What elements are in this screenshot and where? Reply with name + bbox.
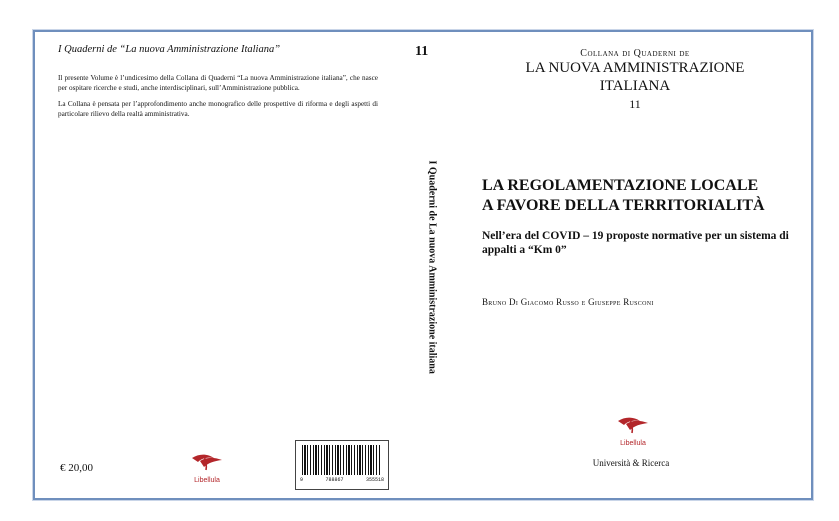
back-cover — [58, 44, 378, 125]
back-paragraph-2: La Collana è pensata per l’approfondimento anche monografico delle prospettive di riforma e degli aspetti di particolare rilievo della realtà amministrativa. — [58, 100, 378, 118]
barcode-digit-group-2: 355518 — [365, 477, 384, 483]
price: € 20,00 — [60, 462, 93, 474]
libellula-wordmark-back: Libellula — [194, 477, 220, 484]
publisher-imprint: Università & Ricerca — [592, 458, 670, 468]
libellula-wordmark-front: Libellula — [620, 440, 646, 447]
book-title-line1: LA REGOLAMENTAZIONE LOCALE — [482, 177, 759, 194]
book-title — [482, 176, 802, 216]
series-label: Collana di Quaderni de — [580, 48, 690, 59]
barcode-digit-group-1: 788867 — [325, 477, 344, 483]
dragonfly-icon — [616, 412, 650, 434]
series-header — [485, 48, 785, 112]
barcode-digits — [300, 477, 384, 483]
back-paragraph-1: Il presente Volume è l’undicesimo della Collana di Quaderni “La nuova Amministrazione italiana”, che nasce per ospitare ricerche e studi, anche interdisciplinari, sull’Amministrazione pubblica. — [58, 74, 378, 92]
back-cover-title: I Quaderni de “La nuova Amministrazione Italiana” — [58, 44, 281, 55]
barcode-bars — [302, 445, 380, 475]
series-number: 11 — [629, 97, 641, 111]
series-name-line2: ITALIANA — [599, 78, 671, 94]
isbn-barcode — [295, 440, 389, 490]
spine-title: I Quaderni de La nuova Amministrazione italiana — [426, 160, 438, 374]
book-subtitle: Nell’era del COVID – 19 proposte normative per un sistema di appalti a “Km 0” — [482, 230, 789, 256]
spine-number: 11 — [415, 44, 429, 59]
libellula-logo-back — [182, 449, 232, 484]
barcode-digit-prefix: 9 — [300, 477, 304, 483]
authors: Bruno Di Giacomo Russo e Giuseppe Rusconi — [482, 297, 654, 307]
book-title-line2: A FAVORE DELLA TERRITORIALITÀ — [482, 197, 765, 214]
dragonfly-icon — [190, 449, 224, 471]
libellula-logo-front — [608, 412, 658, 447]
series-name-line1: LA NUOVA AMMINISTRAZIONE — [525, 60, 745, 76]
